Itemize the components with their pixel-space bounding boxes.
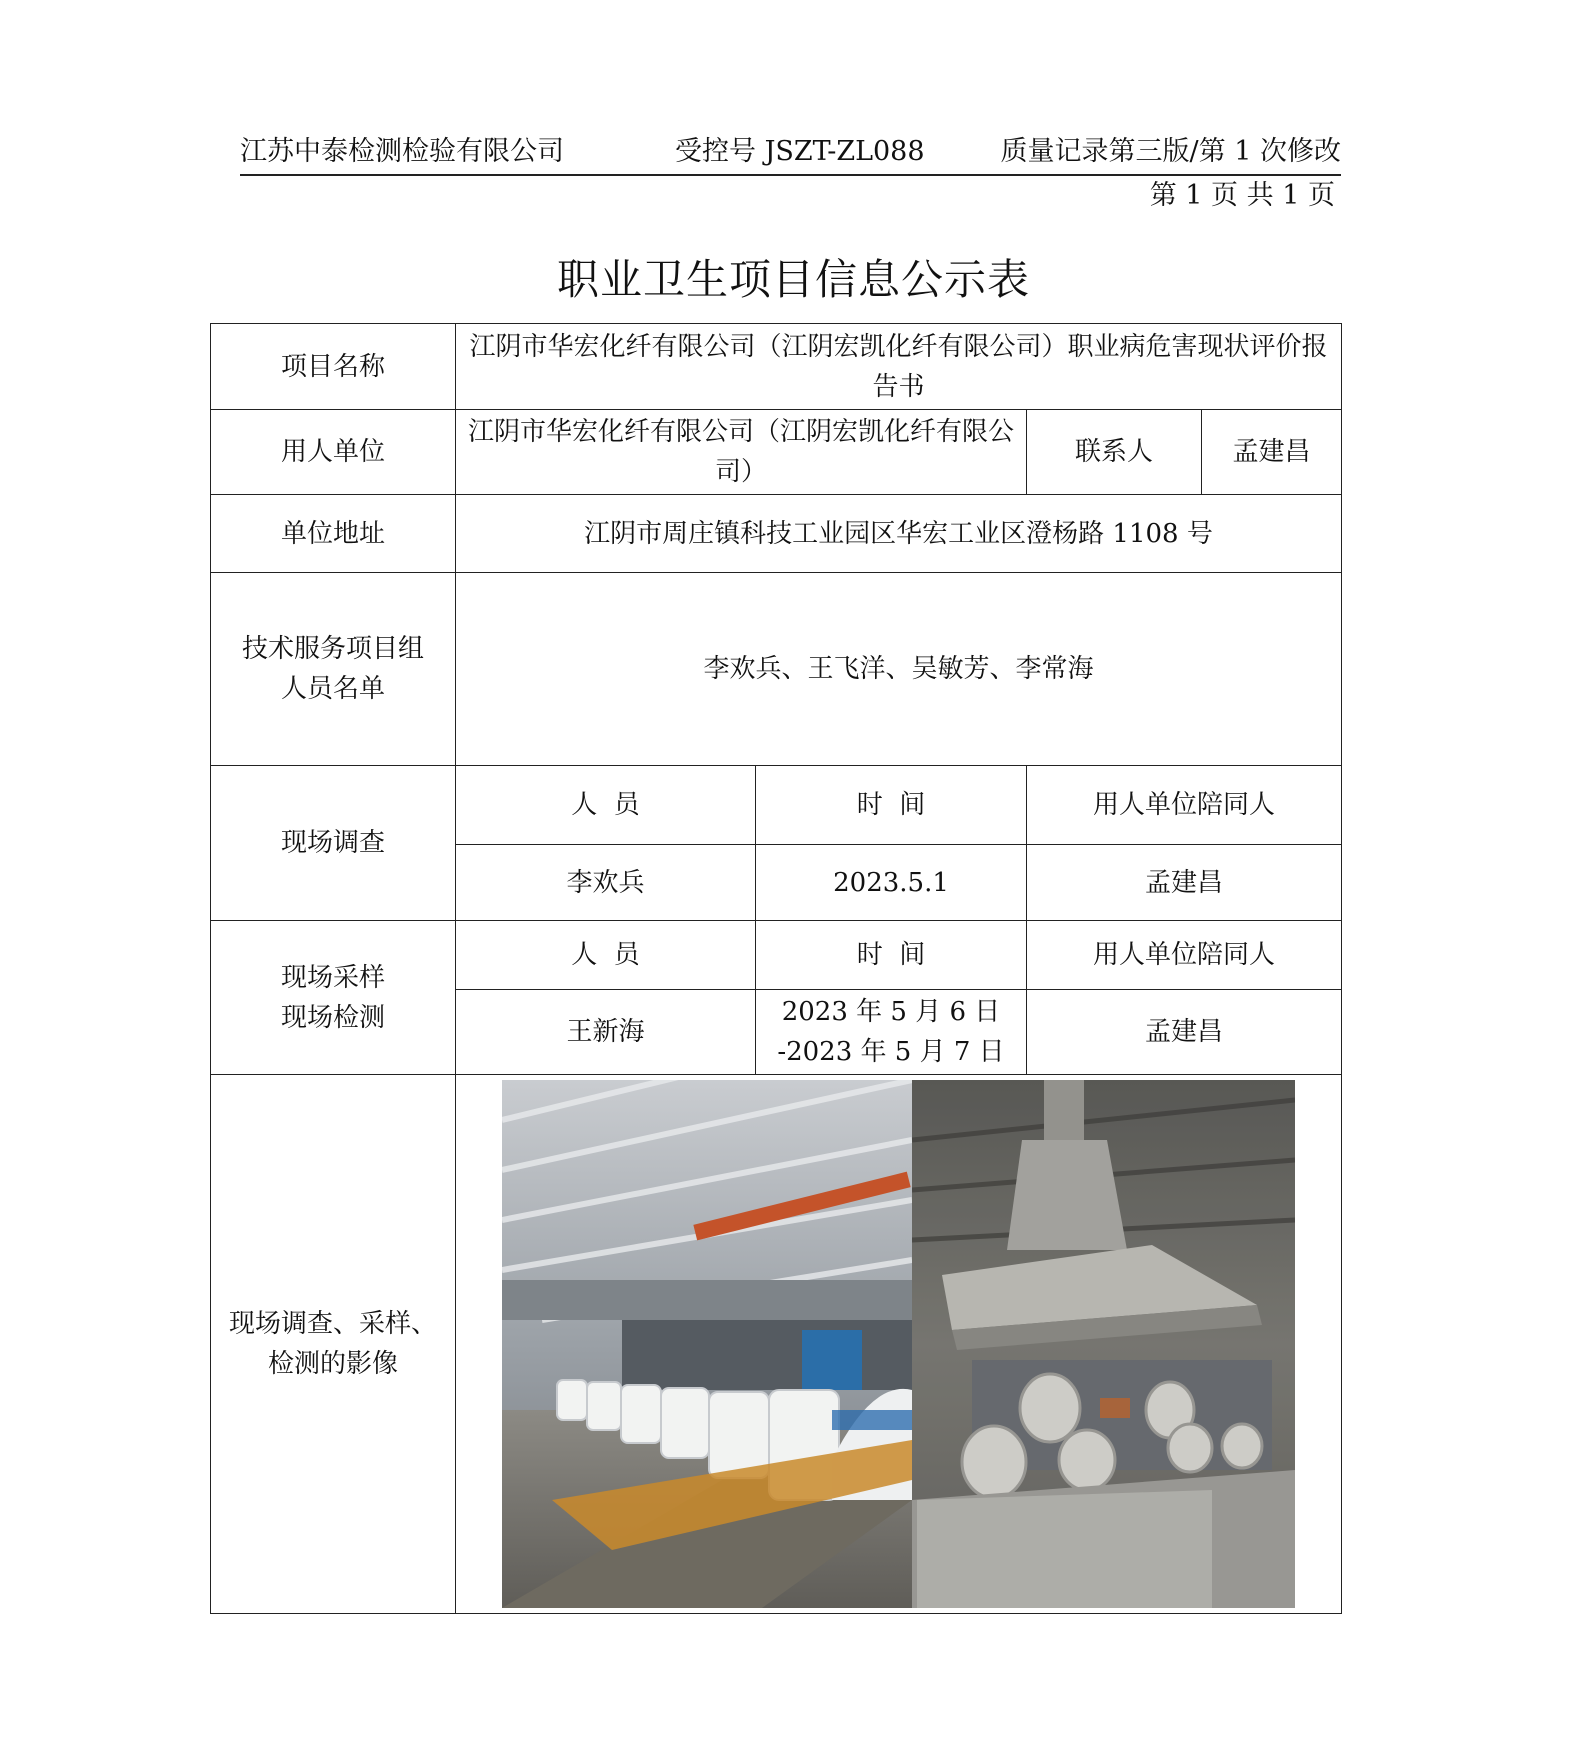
images-label: 现场调查、采样、检测的影像 [211, 1075, 456, 1614]
photo-strip [456, 1078, 1341, 1610]
site-photo-exhaust-hood [912, 1080, 1295, 1608]
team-value: 李欢兵、王飞洋、吴敏芳、李常海 [456, 573, 1342, 766]
sampling-col-escort: 用人单位陪同人 [1027, 921, 1342, 990]
survey-col-person: 人 员 [456, 766, 756, 845]
row-address [211, 495, 1342, 573]
survey-col-time: 时 间 [756, 766, 1027, 845]
site-photo-warehouse [502, 1080, 912, 1608]
page-title: 职业卫生项目信息公示表 [556, 255, 1030, 304]
warehouse-photo-image [502, 1080, 912, 1608]
sampling-time-line1: 2023 年 5 月 6 日 [781, 997, 1001, 1027]
address-value: 江阴市周庄镇科技工业园区华宏工业区澄杨路 1108 号 [456, 495, 1342, 573]
survey-label: 现场调查 [211, 766, 456, 921]
employer-label: 用人单位 [211, 410, 456, 495]
sampling-label-line1: 现场采样 [280, 962, 385, 993]
project-name-label: 项目名称 [211, 324, 456, 410]
exhaust-hood-photo-image [912, 1080, 1295, 1608]
sampling-col-person: 人 员 [456, 921, 756, 990]
team-label: 技术服务项目组人员名单 [211, 573, 456, 766]
survey-person: 李欢兵 [456, 845, 756, 921]
project-name-value: 江阴市华宏化纤有限公司（江阴宏凯化纤有限公司）职业病危害现状评价报告书 [456, 324, 1342, 410]
contact-label: 联系人 [1027, 410, 1202, 495]
row-sampling-header [211, 921, 1342, 990]
sampling-col-time: 时 间 [756, 921, 1027, 990]
row-images [211, 1075, 1342, 1614]
info-table [210, 323, 1342, 1614]
header-edition: 质量记录第三版/第 1 次修改 [1000, 136, 1341, 167]
sampling-time-line2: -2023 年 5 月 7 日 [777, 1037, 1005, 1067]
sampling-time [756, 990, 1027, 1075]
sampling-label-line2: 现场检测 [280, 1002, 385, 1033]
images-cell [456, 1075, 1342, 1614]
employer-value: 江阴市华宏化纤有限公司（江阴宏凯化纤有限公司） [456, 410, 1027, 495]
sampling-person: 王新海 [456, 990, 756, 1075]
page-number: 第 1 页 共 1 页 [1149, 180, 1335, 211]
row-team [211, 573, 1342, 766]
row-survey-header [211, 766, 1342, 845]
survey-col-escort: 用人单位陪同人 [1027, 766, 1342, 845]
contact-value: 孟建昌 [1202, 410, 1342, 495]
sampling-label [211, 921, 456, 1075]
sampling-escort: 孟建昌 [1027, 990, 1342, 1075]
header-company: 江苏中泰检测检验有限公司 [240, 136, 564, 167]
row-project-name [211, 324, 1342, 410]
row-employer [211, 410, 1342, 495]
survey-time: 2023.5.1 [756, 845, 1027, 921]
header-control-number: 受控号 JSZT-ZL088 [675, 136, 925, 167]
address-label: 单位地址 [211, 495, 456, 573]
survey-escort: 孟建昌 [1027, 845, 1342, 921]
